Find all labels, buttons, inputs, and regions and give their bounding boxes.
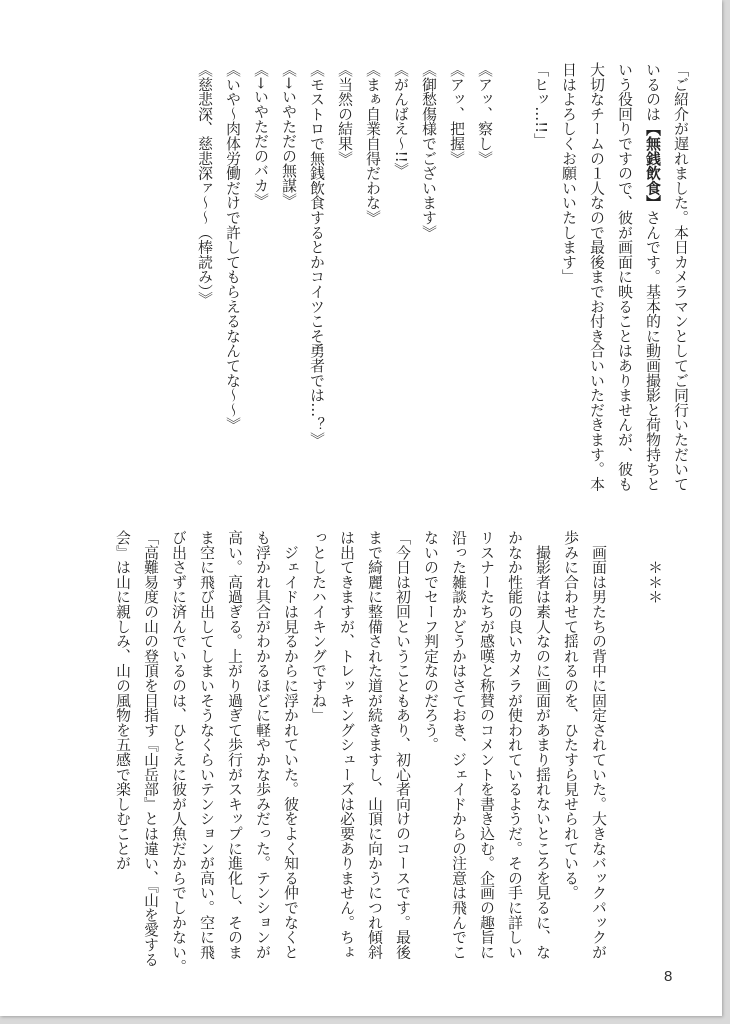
text-line: [416, 530, 444, 970]
text-line: [582, 62, 610, 502]
text-line: [220, 530, 248, 970]
text-segment: 高い。高過ぎる。上がり過ぎて歩行がスキップに進化し、そのま: [226, 530, 243, 960]
text-segment: ジェイドは見るからに浮かれていた。彼をよく知る仲でなくと: [282, 530, 299, 960]
text-segment: かなか性能の良いカメラが使われているようだ。その手に詳しい: [506, 530, 523, 960]
text-line: [360, 530, 388, 970]
text-line: [304, 530, 332, 970]
text-segment: ま空に飛び出してしまいそうなくらいテンションが高い。空に飛: [198, 530, 215, 960]
text-segment: さんです。基本的に動画撮影と荷物持ちと: [644, 210, 661, 492]
text-segment: 《→いやただのバカ》: [252, 62, 269, 208]
text-line: [442, 62, 470, 502]
text-line: [108, 530, 136, 970]
text-segment: 日はよろしくお願いいたします」: [560, 62, 577, 284]
text-line: [610, 62, 638, 502]
text-line: [612, 530, 640, 970]
text-segment: ないのでセーフ判定なのだろう。: [422, 530, 439, 752]
text-line: [190, 62, 218, 502]
text-line: [246, 62, 274, 502]
text-line: [276, 530, 304, 970]
text-segment: 《まぁ自業自得だわな》: [364, 62, 381, 225]
narrative-text-block: [108, 530, 668, 974]
text-segment: 「今日は初回ということもあり、初心者向けのコースです。最後: [394, 530, 411, 960]
text-line: [472, 530, 500, 970]
text-line: [500, 530, 528, 970]
text-line: [470, 62, 498, 502]
text-line: [330, 62, 358, 502]
text-segment: まで綺麗に整備された道が続きますし、山頂に向かうにつれ傾斜: [366, 530, 383, 960]
text-segment: いう役回りですので、彼が画面に映ることはありませんが、彼も: [616, 62, 633, 492]
text-segment: 画面は男たちの背中に固定されていた。大きなバックパックが: [590, 530, 607, 960]
text-segment: び出さずに済んでいるのは、ひとえに彼が人魚だからでしかない。: [170, 530, 187, 974]
text-line: [554, 62, 582, 502]
text-line: [498, 62, 526, 502]
text-line: [528, 530, 556, 970]
text-segment: 沿った雑談かどうかはさておき、ジェイドからの注意は飛んでこ: [450, 530, 467, 960]
bold-name-text: 【無銭飲食】: [644, 121, 661, 211]
text-line: [526, 62, 554, 502]
text-segment: 《いや〜肉体労働だけで許してもらえるなんてな〜〜》: [224, 62, 241, 432]
text-segment: 《慈悲深、慈悲深ァ〜〜（棒読み）》: [196, 62, 213, 307]
text-line: [444, 530, 472, 970]
text-segment: 《当然の結果》: [336, 62, 353, 166]
text-segment: は出てきますが、トレッキングシューズは必要ありません。ちょ: [338, 530, 355, 960]
text-segment: いるのは: [644, 62, 661, 122]
text-line: [388, 530, 416, 970]
text-line: [136, 530, 164, 970]
text-segment: っとしたハイキングですね」: [310, 530, 327, 723]
livestream-dialogue-block: [190, 62, 694, 502]
text-line: [218, 62, 246, 502]
text-segment: 「ご紹介が遅れました。本日カメラマンとしてご同行いただいて: [672, 62, 689, 492]
text-segment: 「ヒッ…!!」: [532, 62, 549, 148]
text-segment: 撮影者は素人なのに画面があまり揺れないところを見るに、な: [534, 530, 551, 960]
text-line: [386, 62, 414, 502]
text-line: [192, 530, 220, 970]
text-segment: 《がんばえ〜!!》: [392, 62, 409, 178]
text-line: [164, 530, 192, 974]
text-line: [638, 62, 666, 502]
text-segment: 《→いやただの無謀》: [280, 62, 297, 208]
text-line: [414, 62, 442, 502]
text-segment: 歩みに合わせて揺れるのを、ひたすら見せられている。: [562, 530, 579, 900]
page-number: 8: [664, 968, 673, 985]
text-segment: 《御愁傷様でございます》: [420, 62, 437, 240]
text-segment: リスナーたちが感嘆と称賛のコメントを書き込む。企画の趣旨に: [478, 530, 495, 960]
text-line: [640, 530, 668, 970]
text-segment: も浮かれ具合がわかるほどに軽やかな歩みだった。テンションが: [254, 530, 271, 960]
text-line: [556, 530, 584, 970]
text-line: [274, 62, 302, 502]
text-line: [358, 62, 386, 502]
text-segment: 《モストロで無銭飲食するとかコイツこそ勇者では…？》: [308, 62, 325, 447]
text-segment: 会』は山に親しみ、山の風物を五感で楽しむことが: [114, 530, 131, 871]
text-line: [332, 530, 360, 970]
text-segment: ＊＊＊: [646, 530, 663, 604]
text-line: [248, 530, 276, 970]
text-line: [302, 62, 330, 502]
text-segment: 大切なチームの１人なので最後までお付き合いいただきます。本: [588, 62, 605, 492]
text-segment: 《アッ、察し》: [476, 62, 493, 166]
text-line: [666, 62, 694, 502]
text-line: [584, 530, 612, 970]
text-segment: 《アッ、把握》: [448, 62, 465, 166]
text-segment: 「高難易度の山の登頂を目指す『山岳部』とは違い、『山を愛する: [142, 530, 159, 967]
